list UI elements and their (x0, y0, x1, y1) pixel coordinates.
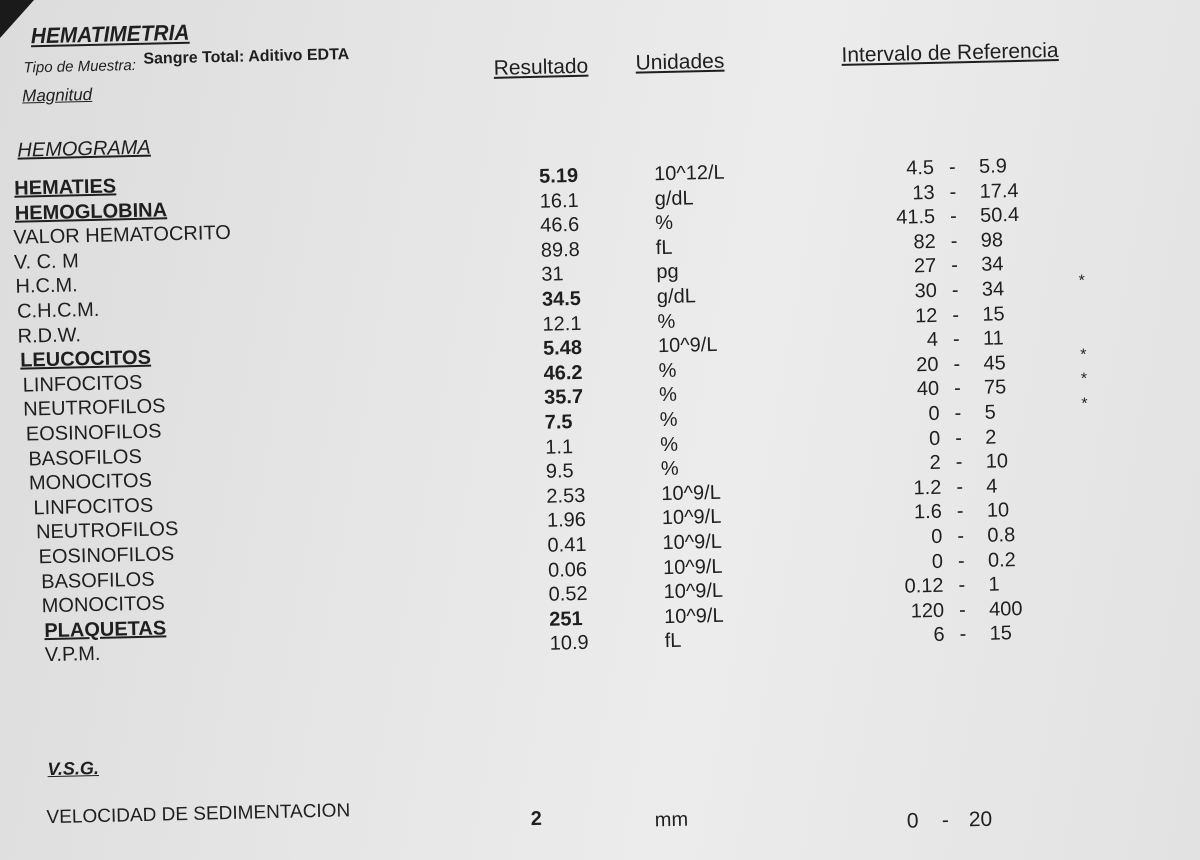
out-of-range-flag: * (1080, 346, 1087, 364)
test-unit: fL (655, 236, 673, 259)
out-of-range-flag: * (1078, 272, 1086, 290)
reference-high: 0.8 (987, 524, 1016, 547)
test-name: VELOCIDAD DE SEDIMENTACION (46, 800, 351, 829)
reference-low: 0 (931, 525, 943, 549)
test-name: BASOFILOS (40, 568, 155, 593)
test-result: 2.53 (546, 484, 586, 508)
test-unit: 10^9/L (657, 334, 718, 358)
reference-high: 0.2 (987, 548, 1017, 572)
reference-low: 0 (906, 809, 919, 833)
section-heading-hemograma: HEMOGRAMA (17, 136, 151, 162)
test-name: LINFOCITOS (22, 371, 143, 397)
reference-low: 30 (914, 279, 938, 303)
test-unit: % (660, 433, 679, 456)
reference-low: 4 (926, 328, 939, 352)
test-unit: % (657, 310, 676, 333)
reference-low: 1.6 (913, 501, 943, 524)
test-name: C.H.C.M. (16, 298, 100, 323)
test-unit: g/dL (656, 285, 697, 309)
test-unit: g/dL (654, 186, 694, 210)
reference-separator: - (955, 451, 963, 474)
magnitud-column-header: Magnitud (21, 84, 93, 106)
test-unit: 10^12/L (653, 161, 725, 186)
reference-high: 45 (983, 352, 1006, 375)
test-result: 7.5 (544, 411, 573, 434)
test-result: 12.1 (542, 312, 582, 336)
test-name: V.P.M. (44, 643, 101, 667)
test-unit: 10^9/L (663, 579, 724, 604)
reference-low: 40 (916, 378, 940, 401)
reference-separator: - (951, 279, 959, 302)
reference-high: 98 (980, 229, 1004, 252)
test-unit: % (658, 384, 678, 407)
test-name: NEUTROFILOS (23, 395, 166, 421)
reference-separator: - (950, 230, 958, 253)
reference-low: 82 (913, 230, 936, 254)
reference-separator: - (952, 328, 960, 351)
test-result: 251 (548, 607, 583, 631)
test-result: 5.48 (542, 337, 583, 360)
reference-separator: - (956, 500, 964, 523)
reference-separator: - (954, 402, 962, 425)
test-unit: % (660, 457, 679, 481)
test-result: 46.2 (543, 361, 583, 385)
test-unit: 10^9/L (661, 481, 722, 505)
reference-high: 20 (968, 807, 993, 832)
reference-low: 120 (910, 599, 945, 623)
reference-high: 11 (982, 327, 1004, 350)
test-name: LEUCOCITOS (19, 346, 152, 372)
reference-separator: - (953, 353, 961, 376)
reference-separator: - (958, 574, 966, 597)
reference-low: 0 (928, 427, 941, 450)
test-unit: 10^9/L (661, 506, 722, 530)
reference-separator: - (959, 623, 967, 646)
test-unit: 10^9/L (662, 530, 723, 555)
reference-low: 0.12 (904, 574, 944, 598)
test-unit: fL (664, 630, 682, 653)
test-name: PLAQUETAS (44, 617, 167, 642)
report-title: HEMATIMETRIA (30, 19, 190, 49)
test-result: 0.52 (548, 583, 588, 606)
reference-low: 2 (929, 451, 941, 475)
reference-high: 15 (989, 622, 1013, 646)
reference-separator: - (952, 303, 960, 327)
test-unit: % (658, 359, 677, 382)
reference-low: 0 (928, 402, 940, 426)
reference-separator: - (957, 525, 965, 548)
reference-high: 17.4 (979, 179, 1019, 203)
reference-separator: - (949, 205, 958, 228)
test-unit: pg (656, 261, 679, 284)
reference-high: 5 (984, 401, 996, 424)
test-name: HEMOGLOBINA (14, 198, 168, 225)
test-result: 89.8 (540, 238, 581, 262)
test-result: 35.7 (543, 386, 584, 410)
test-name: H.C.M. (15, 274, 78, 299)
reference-low: 1.2 (913, 476, 942, 500)
reference-separator: - (948, 156, 956, 179)
test-unit: 10^9/L (663, 604, 724, 628)
reference-high: 2 (984, 426, 997, 449)
test-unit: mm (654, 808, 689, 832)
test-name: BASOFILOS (28, 445, 143, 471)
test-result: 0.06 (547, 558, 588, 582)
reference-separator: - (941, 808, 950, 832)
units-column-header: Unidades (635, 49, 725, 75)
reference-separator: - (949, 180, 957, 204)
reference-high: 4 (986, 475, 998, 498)
test-unit: % (659, 408, 678, 432)
table-row-vsg (18, 781, 1200, 848)
reference-column-header: Intervalo de Referencia (841, 39, 1059, 67)
out-of-range-flag: * (1080, 370, 1088, 388)
test-result: 31 (541, 263, 564, 287)
test-result: 2 (530, 807, 543, 831)
test-name: R.D.W. (17, 323, 82, 348)
sample-type-value: Sangre Total: Aditivo EDTA (143, 46, 350, 68)
test-unit: % (654, 211, 674, 235)
sample-type-label: Tipo de Muestra: (23, 56, 137, 77)
reference-separator: - (953, 377, 961, 400)
test-name: EOSINOFILOS (25, 420, 162, 446)
test-result: 16.1 (539, 189, 579, 213)
reference-separator: - (954, 426, 963, 450)
reference-low: 0 (931, 550, 944, 573)
test-result: 34.5 (541, 287, 582, 311)
test-result: 5.19 (538, 164, 579, 188)
reference-separator: - (951, 254, 959, 277)
reference-separator: - (956, 476, 964, 499)
reference-separator: - (958, 599, 967, 622)
reference-high: 75 (983, 376, 1007, 400)
test-result: 1.96 (546, 509, 587, 533)
reference-separator: - (957, 549, 965, 573)
test-result: 10.9 (549, 632, 589, 656)
reference-high: 400 (988, 597, 1023, 621)
test-result: 46.6 (540, 214, 580, 237)
test-name: V. C. M (13, 250, 80, 274)
reference-low: 12 (914, 304, 938, 327)
reference-low: 27 (913, 255, 937, 278)
reference-low: 20 (916, 353, 939, 377)
test-result: 0.41 (547, 533, 587, 557)
reference-low: 6 (933, 624, 945, 647)
test-result: 9.5 (545, 460, 574, 483)
test-name: MONOCITOS (28, 469, 153, 495)
reference-low: 13 (912, 181, 935, 204)
test-name: LINFOCITOS (33, 494, 154, 520)
vsg-section-heading: V.S.G. (47, 757, 100, 780)
test-name: EOSINOFILOS (38, 543, 175, 569)
reference-high: 10 (986, 499, 1010, 523)
reference-low: 4.5 (905, 156, 935, 180)
test-name: VALOR HEMATOCRITO (13, 222, 232, 249)
result-column-header: Resultado (493, 54, 589, 80)
test-name: MONOCITOS (41, 592, 165, 618)
test-name: NEUTROFILOS (35, 518, 179, 544)
reference-high: 34 (981, 278, 1005, 301)
out-of-range-flag: * (1081, 395, 1088, 413)
reference-low: 41.5 (895, 206, 936, 229)
reference-high: 1 (988, 573, 1000, 596)
test-name: HEMATIES (14, 175, 117, 200)
reference-high: 15 (982, 302, 1005, 326)
reference-high: 34 (981, 253, 1004, 277)
reference-high: 5.9 (978, 155, 1008, 178)
reference-high: 10 (985, 450, 1009, 473)
test-unit: 10^9/L (662, 555, 723, 579)
test-result: 1.1 (545, 435, 574, 459)
reference-high: 50.4 (979, 204, 1020, 228)
